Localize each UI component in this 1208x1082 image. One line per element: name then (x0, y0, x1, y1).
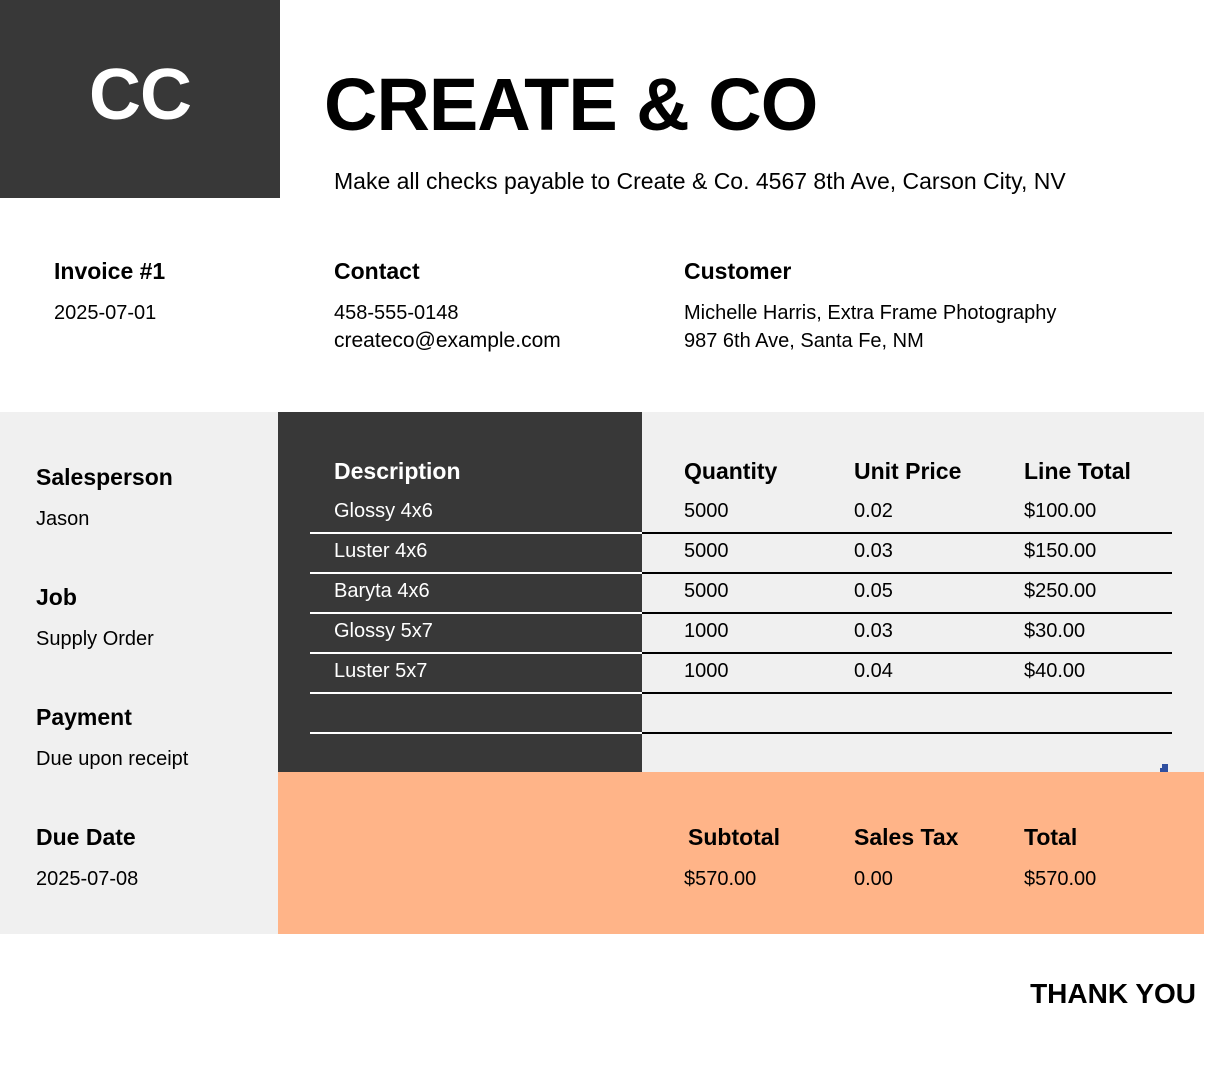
row-line-total: $30.00 (1024, 620, 1086, 642)
row-quantity: 1000 (684, 620, 729, 642)
subtotal-heading: Subtotal (688, 824, 780, 850)
row-divider (642, 532, 1172, 534)
row-divider (310, 652, 642, 654)
row-quantity: 5000 (684, 500, 729, 522)
payment-heading: Payment (36, 704, 132, 730)
customer-name: Michelle Harris, Extra Frame Photography (684, 302, 1057, 324)
row-line-total: $100.00 (1024, 500, 1097, 522)
row-line-total: $150.00 (1024, 540, 1097, 562)
row-divider (310, 732, 642, 734)
row-unit-price: 0.03 (854, 540, 893, 562)
row-divider (310, 572, 642, 574)
row-divider (642, 732, 1172, 734)
row-line-total: $250.00 (1024, 580, 1097, 602)
salesperson-value: Jason (36, 508, 90, 530)
due-date-heading: Due Date (36, 824, 136, 850)
row-description: Luster 5x7 (334, 660, 428, 682)
contact-heading: Contact (334, 258, 420, 284)
row-divider (310, 692, 642, 694)
row-description: Luster 4x6 (334, 540, 428, 562)
row-unit-price: 0.03 (854, 620, 893, 642)
row-description: Baryta 4x6 (334, 580, 430, 602)
payment-value: Due upon receipt (36, 748, 189, 770)
row-quantity: 1000 (684, 660, 729, 682)
payment-instructions: Make all checks payable to Create & Co. 4567 8th Ave, Carson City, NV (334, 168, 1066, 194)
row-quantity: 5000 (684, 580, 729, 602)
row-divider (642, 572, 1172, 574)
company-name: CREATE & CO (324, 63, 818, 146)
invoice-number: Invoice #1 (54, 258, 166, 284)
total-heading: Total (1024, 824, 1078, 850)
row-line-total: $40.00 (1024, 660, 1086, 682)
thank-you-note: THANK YOU (1030, 978, 1196, 1009)
row-unit-price: 0.02 (854, 500, 893, 522)
due-date-value: 2025-07-08 (36, 868, 139, 890)
column-header-unit-price: Unit Price (854, 458, 962, 484)
row-divider (310, 612, 642, 614)
row-unit-price: 0.04 (854, 660, 893, 682)
column-header-quantity: Quantity (684, 458, 778, 484)
column-header-line-total: Line Total (1024, 458, 1131, 484)
contact-email: createco@example.com (334, 329, 561, 352)
customer-heading: Customer (684, 258, 792, 284)
row-divider (310, 532, 642, 534)
job-value: Supply Order (36, 628, 154, 650)
row-description: Glossy 5x7 (334, 620, 433, 642)
row-divider (642, 652, 1172, 654)
salesperson-heading: Salesperson (36, 464, 173, 490)
totals-panel (278, 772, 1204, 934)
invoice-date: 2025-07-01 (54, 302, 157, 324)
row-quantity: 5000 (684, 540, 729, 562)
subtotal-value: $570.00 (684, 868, 757, 890)
logo: CC (89, 55, 191, 135)
row-divider (642, 692, 1172, 694)
total-value: $570.00 (1024, 868, 1097, 890)
job-heading: Job (36, 584, 77, 610)
column-header-description: Description (334, 458, 461, 484)
row-description: Glossy 4x6 (334, 500, 433, 522)
sales-tax-value: 0.00 (854, 868, 893, 890)
sales-tax-heading: Sales Tax (854, 824, 959, 850)
contact-phone: 458-555-0148 (334, 302, 459, 324)
customer-address: 987 6th Ave, Santa Fe, NM (684, 330, 924, 352)
row-unit-price: 0.05 (854, 580, 893, 602)
row-divider (642, 612, 1172, 614)
table-resize-handle-icon (1160, 764, 1170, 772)
